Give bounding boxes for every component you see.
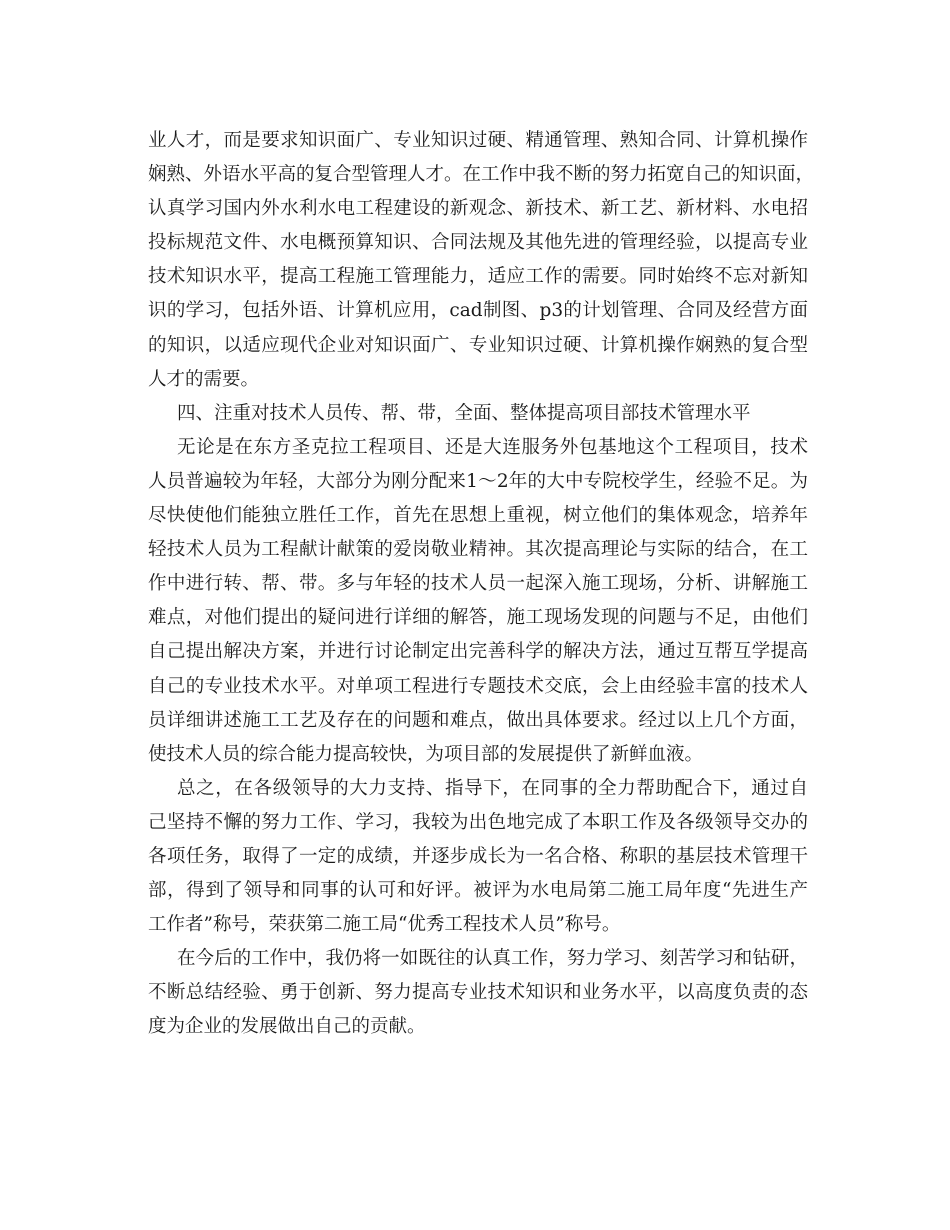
text-line: 四、注重对技术人员传、帮、带，全面、整体提高项目部技术管理水平 (177, 402, 751, 424)
text-line: 业人才，而是要求知识面广、专业知识过硬、精通管理、熟知合同、计算机操作 (148, 130, 808, 151)
text-line: 总之，在各级领导的大力支持、指导下，在同事的全力帮助配合下，通过自 (177, 777, 808, 799)
text-line: 技术知识水平，提高工程施工管理能力，适应工作的需要。同时始终不忘对新知 (148, 266, 808, 288)
text-line: 难点，对他们提出的疑问进行详细的解答，施工现场发现的问题与不足，由他们 (148, 607, 808, 629)
text-line: 自己提出解决方案，并进行讨论制定出完善科学的解决方法，通过互帮互学提高 (148, 641, 808, 663)
text-line: 识的学习，包括外语、计算机应用，cad制图、p3的计划管理、合同及经营方面 (148, 300, 808, 322)
text-line: 在今后的工作中，我仍将一如既往的认真工作，努力学习、刻苦学习和钻研， (177, 948, 808, 970)
text-line: 工作者”称号，荣获第二施工局“优秀工程技术人员”称号。 (148, 914, 621, 936)
text-line: 人员普遍较为年轻，大部分为刚分配来1～2年的大中专院校学生，经验不足。为 (148, 470, 808, 492)
text-line: 投标规范文件、水电概预算知识、合同法规及其他先进的管理经验，以提高专业 (148, 232, 808, 254)
text-line: 员详细讲述施工工艺及存在的问题和难点，做出具体要求。经过以上几个方面， (148, 709, 808, 731)
text-line: 不断总结经验、勇于创新、努力提高专业技术知识和业务水平，以高度负责的态 (148, 982, 808, 1004)
text-line: 作中进行转、帮、带。多与年轻的技术人员一起深入施工现场，分析、讲解施工 (148, 573, 808, 595)
text-line: 部，得到了领导和同事的认可和好评。被评为水电局第二施工局年度“先进生产 (148, 880, 808, 902)
text-line: 尽快使他们能独立胜任工作，首先在思想上重视，树立他们的集体观念，培养年 (148, 505, 808, 527)
text-line: 自己的专业技术水平。对单项工程进行专题技术交底，会上由经验丰富的技术人 (148, 675, 808, 697)
text-line: 人才的需要。 (148, 368, 260, 390)
text-line: 认真学习国内外水利水电工程建设的新观念、新技术、新工艺、新材料、水电招 (148, 198, 808, 220)
text-line: 的知识，以适应现代企业对知识面广、专业知识过硬、计算机操作娴熟的复合型 (148, 334, 808, 356)
text-line: 无论是在东方圣克拉工程项目、还是大连服务外包基地这个工程项目，技术 (177, 436, 808, 458)
document-body (148, 124, 815, 1045)
text-line: 度为企业的发展做出自己的贡献。 (148, 1016, 426, 1038)
text-line: 轻技术人员为工程献计献策的爱岗敬业精神。其次提高理论与实际的结合，在工 (148, 539, 808, 561)
text-line: 使技术人员的综合能力提高较快，为项目部的发展提供了新鲜血液。 (148, 743, 704, 765)
text-line: 各项任务，取得了一定的成绩，并逐步成长为一名合格、称职的基层技术管理干 (148, 845, 808, 867)
text-line: 己坚持不懈的努力工作、学习，我较为出色地完成了本职工作及各级领导交办的 (148, 811, 808, 833)
text-line: 娴熟、外语水平高的复合型管理人才。在工作中我不断的努力拓宽自己的知识面， (148, 164, 815, 186)
